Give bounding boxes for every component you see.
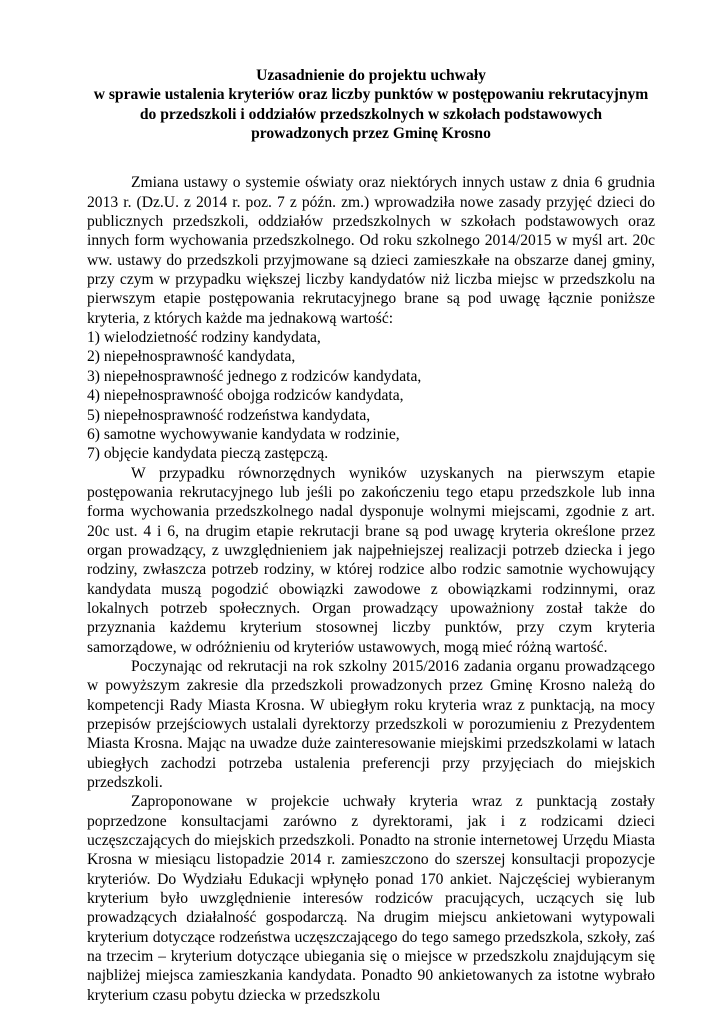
list-item: 1) wielodzietność rodziny kandydata, bbox=[87, 329, 321, 347]
criteria-list bbox=[87, 328, 655, 463]
title-line-3: do przedszkoli i oddziałów przedszkolnych w szkołach podstawowych bbox=[139, 105, 603, 123]
list-item: 5) niepełnosprawność rodzeństwa kandydata, bbox=[87, 406, 371, 424]
title-line-1: Uzasadnienie do projektu uchwały bbox=[256, 67, 486, 84]
paragraph-competence: Poczynając od rekrutacji na rok szkolny 2015/2016 zadania organu prowadzącego w powyższym zakresie dla przedszkoli prowadzonych przez Gminę Krosno należą do kompetencji Rady Miasta Krosna. W ubiegłym roku kryteria wraz z punktacją, na mocy przepisów przejściowych ustalali dyrektorzy przedszkoli w porozumieniu z Prezydentem Miasta Krosna. Mając na uwadze duże zainteresowanie miejskimi przedszkolami w latach ubiegłych zachodzi potrzeba ustalenia preferencji przy przyjęciach do miejskich przedszkoli. bbox=[87, 657, 655, 792]
document-title bbox=[87, 66, 655, 143]
list-item: 3) niepełnosprawność jednego z rodziców kandydata, bbox=[87, 367, 422, 385]
title-line-4: prowadzonych przez Gminę Krosno bbox=[251, 125, 491, 143]
paragraph-consultation: Zaproponowane w projekcie uchwały kryteria wraz z punktacją zostały poprzedzone konsultacjami zarówno z dyrektorami, jak i z rodzicami dzieci uczęszczających do miejskich przedszkoli. Ponadto na stronie internetowej Urzędu Miasta Krosna w miesiącu listopadzie 2014 r. zamieszczono do szerszej konsultacji propozycje kryteriów. Do Wydziału Edukacji wpłynęło ponad 170 ankiet. Najczęściej wybieranym kryterium było uwzględnienie interesów rodziców pracujących, uczących się lub prowadzących działalność gospodarczą. Na drugim miejscu ankietowani wytypowali kryterium dotyczące rodzeństwa uczęszczającego do tego samego przedszkola, szkoły, zaś na trzecim – kryterium dotyczące ubiegania się o miejsce w przedszkolu znajdującym się najbliżej miejsca zamieszkania kandydata. Ponadto 90 ankietowanych za istotne wybrało kryterium czasu pobytu dziecka w przedszkolu bbox=[87, 793, 655, 1004]
list-item: 6) samotne wychowywanie kandydata w rodzinie, bbox=[87, 425, 400, 443]
title-line-2: w sprawie ustalenia kryteriów oraz liczby punktów w postępowaniu rekrutacyjnym bbox=[93, 86, 649, 104]
list-item: 4) niepełnosprawność obojga rodziców kandydata, bbox=[87, 387, 404, 405]
paragraph-intro: Zmiana ustawy o systemie oświaty oraz niektórych innych ustaw z dnia 6 grudnia 2013 r. (Dz.U. z 2014 r. poz. 7 z późn. zm.) wprowadziła nowe zasady przyjęć dzieci do publicznych przedszkoli, oddziałów przedszkolnych w szkołach podstawowych oraz innych form wychowania przedszkolnego. Od roku szkolnego 2014/2015 w myśl art. 20c ww. ustawy do przedszkoli przyjmowane są dzieci zamieszkałe na obszarze danej gminy, przy czym w przypadku większej liczby kandydatów niż liczba miejsc w przedszkolu na pierwszym etapie postępowania rekrutacyjnego brane są pod uwagę łącznie poniższe kryteria, z których każde ma jednakową wartość: bbox=[87, 174, 655, 327]
paragraph-second-stage: W przypadku równorzędnych wyników uzyskanych na pierwszym etapie postępowania rekrutacyjnego lub jeśli po zakończeniu tego etapu przedszkole lub inna forma wychowania przedszkolnego nadal dysponuje wolnymi miejscami, zgodnie z art. 20c ust. 4 i 6, na drugim etapie rekrutacji brane są pod uwagę kryteria określone przez organ prowadzący, z uwzględnieniem jak najpełniejszej realizacji potrzeb dziecka i jego rodziny, zwłaszcza potrzeb rodziny, w której rodzice albo rodzic samotnie wychowujący kandydata muszą pogodzić obowiązki zawodowe z obowiązkami rodzinnymi, oraz lokalnych potrzeb społecznych. Organ prowadzący upoważniony został także do przyznania każdemu kryterium stosownej liczby punktów, przy czym kryteria samorządowe, w odróżnieniu od kryteriów ustawowych, mogą mieć różną wartość. bbox=[87, 464, 655, 656]
list-item: 2) niepełnosprawność kandydata, bbox=[87, 348, 296, 366]
list-item: 7) objęcie kandydata pieczą zastępczą. bbox=[87, 445, 329, 463]
